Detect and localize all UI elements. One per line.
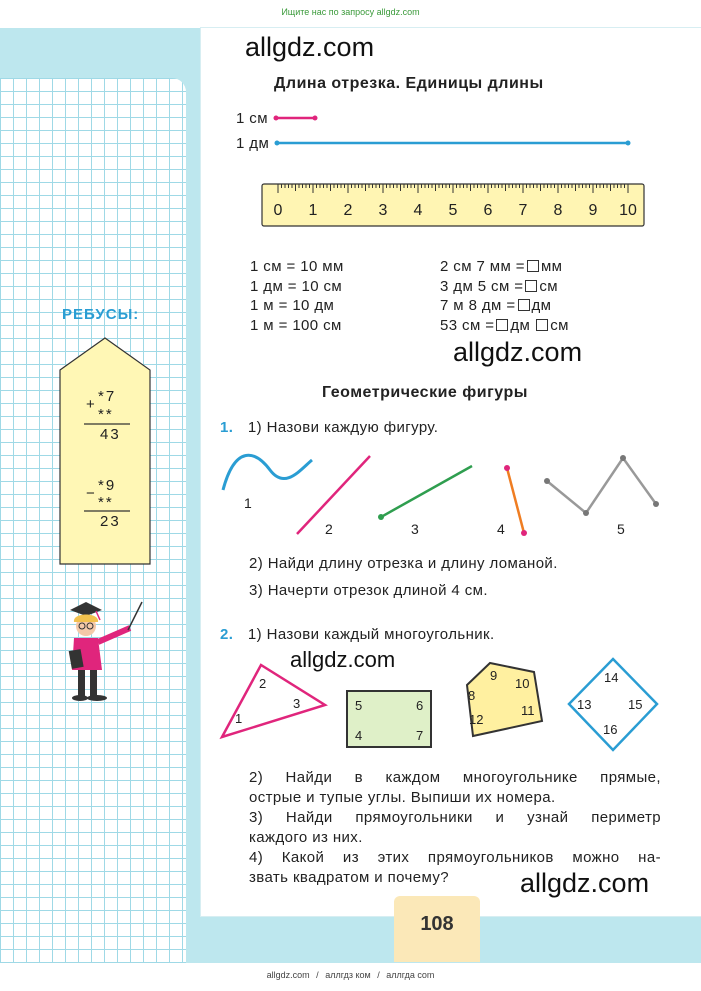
unit-row: 1 м = 100 см xyxy=(250,316,342,334)
ruler-tick-label: 1 xyxy=(308,202,318,219)
section-title-figures: Геометрические фигуры xyxy=(322,384,528,401)
answer-box[interactable] xyxy=(496,319,508,331)
ruler-tick-label: 5 xyxy=(448,202,458,219)
angle-number: 7 xyxy=(416,728,424,743)
segment-1cm-end xyxy=(313,116,318,121)
rebus-result: 23 xyxy=(100,513,121,530)
angle-number: 5 xyxy=(355,698,363,713)
angle-number: 13 xyxy=(577,697,592,712)
task-question: 3) Найди прямоугольники и узнай периметр xyxy=(249,809,661,826)
task-number: 2. xyxy=(220,626,234,643)
footer-separator: / xyxy=(377,970,380,980)
angle-number: 10 xyxy=(515,676,530,691)
figure-label: 2 xyxy=(325,521,333,537)
task-question: 1) Назови каждую фигуру. xyxy=(247,419,439,436)
rebus-card-shape xyxy=(60,338,150,564)
task-question: каждого из них. xyxy=(249,829,363,846)
figures-drawing xyxy=(215,450,665,545)
teacher-illustration xyxy=(60,598,150,706)
answer-box[interactable] xyxy=(536,319,548,331)
rebus-row: ** xyxy=(98,406,114,423)
segment-1dm-end xyxy=(626,141,631,146)
task2 xyxy=(220,626,495,643)
task-question: звать квадратом и почему? xyxy=(249,869,450,886)
segment-cm-label: 1 см xyxy=(236,110,268,127)
footer-link[interactable]: аллгдз ком xyxy=(325,970,371,980)
answer-box[interactable] xyxy=(527,260,539,272)
page-number: 108 xyxy=(420,913,454,935)
figure-label: 1 xyxy=(244,495,252,511)
broken-line-vertex xyxy=(583,510,589,516)
unit-exercise: 53 см = дм см xyxy=(440,316,569,334)
ray-point xyxy=(378,514,384,520)
rebus-row: *7 xyxy=(98,388,117,405)
rebus-card xyxy=(58,336,152,566)
broken-line-vertex xyxy=(544,478,550,484)
angle-number: 2 xyxy=(259,676,267,691)
ruler-tick-label: 6 xyxy=(483,202,493,219)
segment-end xyxy=(521,530,527,536)
angle-number: 12 xyxy=(469,712,484,727)
segment-end xyxy=(504,465,510,471)
footer-links xyxy=(0,970,701,980)
angle-number: 3 xyxy=(293,696,301,711)
units-right xyxy=(440,257,569,335)
straight-line xyxy=(297,456,370,534)
unit-row: 1 см = 10 мм xyxy=(250,258,344,275)
answer-box[interactable] xyxy=(525,280,537,292)
task-question: острые и тупые углы. Выпиши их номера. xyxy=(249,789,556,806)
unit-row: 1 дм = 10 см xyxy=(250,277,343,295)
broken-line-vertex xyxy=(653,501,659,507)
figure-label: 4 xyxy=(497,521,505,537)
triangle xyxy=(222,665,325,737)
unit-exercise: 3 дм 5 см = см xyxy=(440,277,559,295)
task-question: 3) Начерти отрезок длиной 4 см. xyxy=(249,582,488,599)
unit-row: 1 м = 10 дм xyxy=(250,297,335,314)
task-question: 1) Назови каждый многоугольник. xyxy=(247,626,495,643)
task1 xyxy=(220,419,438,436)
pointer-icon xyxy=(128,602,142,630)
ruler-tick-label: 2 xyxy=(343,202,353,219)
units-left xyxy=(250,257,344,335)
angle-number: 9 xyxy=(490,668,498,683)
ruler-tick-label: 10 xyxy=(619,202,637,219)
task-question: 2) Найди в каждом многоугольнике прямые, xyxy=(249,769,661,786)
ray xyxy=(381,466,472,517)
footer-separator: / xyxy=(316,970,319,980)
unit-exercise: 2 см 7 мм = мм xyxy=(440,258,563,275)
watermark: allgdz.com xyxy=(520,868,650,898)
task-question: 2) Найди длину отрезка и длину ломаной. xyxy=(249,555,558,572)
angle-number: 6 xyxy=(416,698,424,713)
segment-1dm-end xyxy=(275,141,280,146)
watermark: allgdz.com xyxy=(453,337,583,367)
curve-line xyxy=(223,455,312,490)
header-note[interactable]: Ищите нас по запросу allgdz.com xyxy=(281,7,420,17)
ruler-tick-label: 7 xyxy=(518,202,528,219)
angle-number: 4 xyxy=(355,728,363,743)
angle-number: 1 xyxy=(235,711,243,726)
answer-box[interactable] xyxy=(518,299,530,311)
ruler-tick-label: 9 xyxy=(588,202,598,219)
task-number: 1. xyxy=(220,419,234,436)
section-title-length: Длина отрезка. Единицы длины xyxy=(274,75,544,92)
rebus-row: ** xyxy=(98,494,114,511)
broken-line-vertex xyxy=(620,455,626,461)
watermark: allgdz.com xyxy=(245,32,375,62)
segment xyxy=(507,468,524,533)
segment-1cm-end xyxy=(274,116,279,121)
figure-label: 3 xyxy=(411,521,419,537)
broken-line xyxy=(547,458,656,513)
figure-label: 5 xyxy=(617,521,625,537)
footer-link[interactable]: аллгда com xyxy=(386,970,435,980)
rebus-op: + xyxy=(86,396,95,413)
watermark: allgdz.com xyxy=(290,647,396,672)
segments-drawing xyxy=(270,108,640,153)
polygons-drawing xyxy=(215,655,665,755)
angle-number: 11 xyxy=(521,703,535,718)
rebus-title: РЕБУСЫ: xyxy=(62,306,140,323)
angle-number: 16 xyxy=(603,722,618,737)
rebus-result: 43 xyxy=(100,426,121,443)
ruler-tick-label: 3 xyxy=(378,202,388,219)
ruler-tick-label: 0 xyxy=(273,202,283,219)
rebus-op: − xyxy=(86,485,95,502)
angle-number: 8 xyxy=(468,688,476,703)
segment-dm-label: 1 дм xyxy=(236,135,270,152)
ruler-tick-label: 8 xyxy=(553,202,563,219)
angle-number: 15 xyxy=(628,697,643,712)
ruler-tick-label: 4 xyxy=(413,202,423,219)
rebus-row: *9 xyxy=(98,477,117,494)
task-question: 4) Какой из этих прямоугольников можно на- xyxy=(249,849,661,866)
angle-number: 14 xyxy=(604,670,619,685)
footer-link[interactable]: allgdz.com xyxy=(266,970,310,980)
task2-questions xyxy=(249,768,661,888)
unit-exercise: 7 м 8 дм = дм xyxy=(440,297,552,314)
